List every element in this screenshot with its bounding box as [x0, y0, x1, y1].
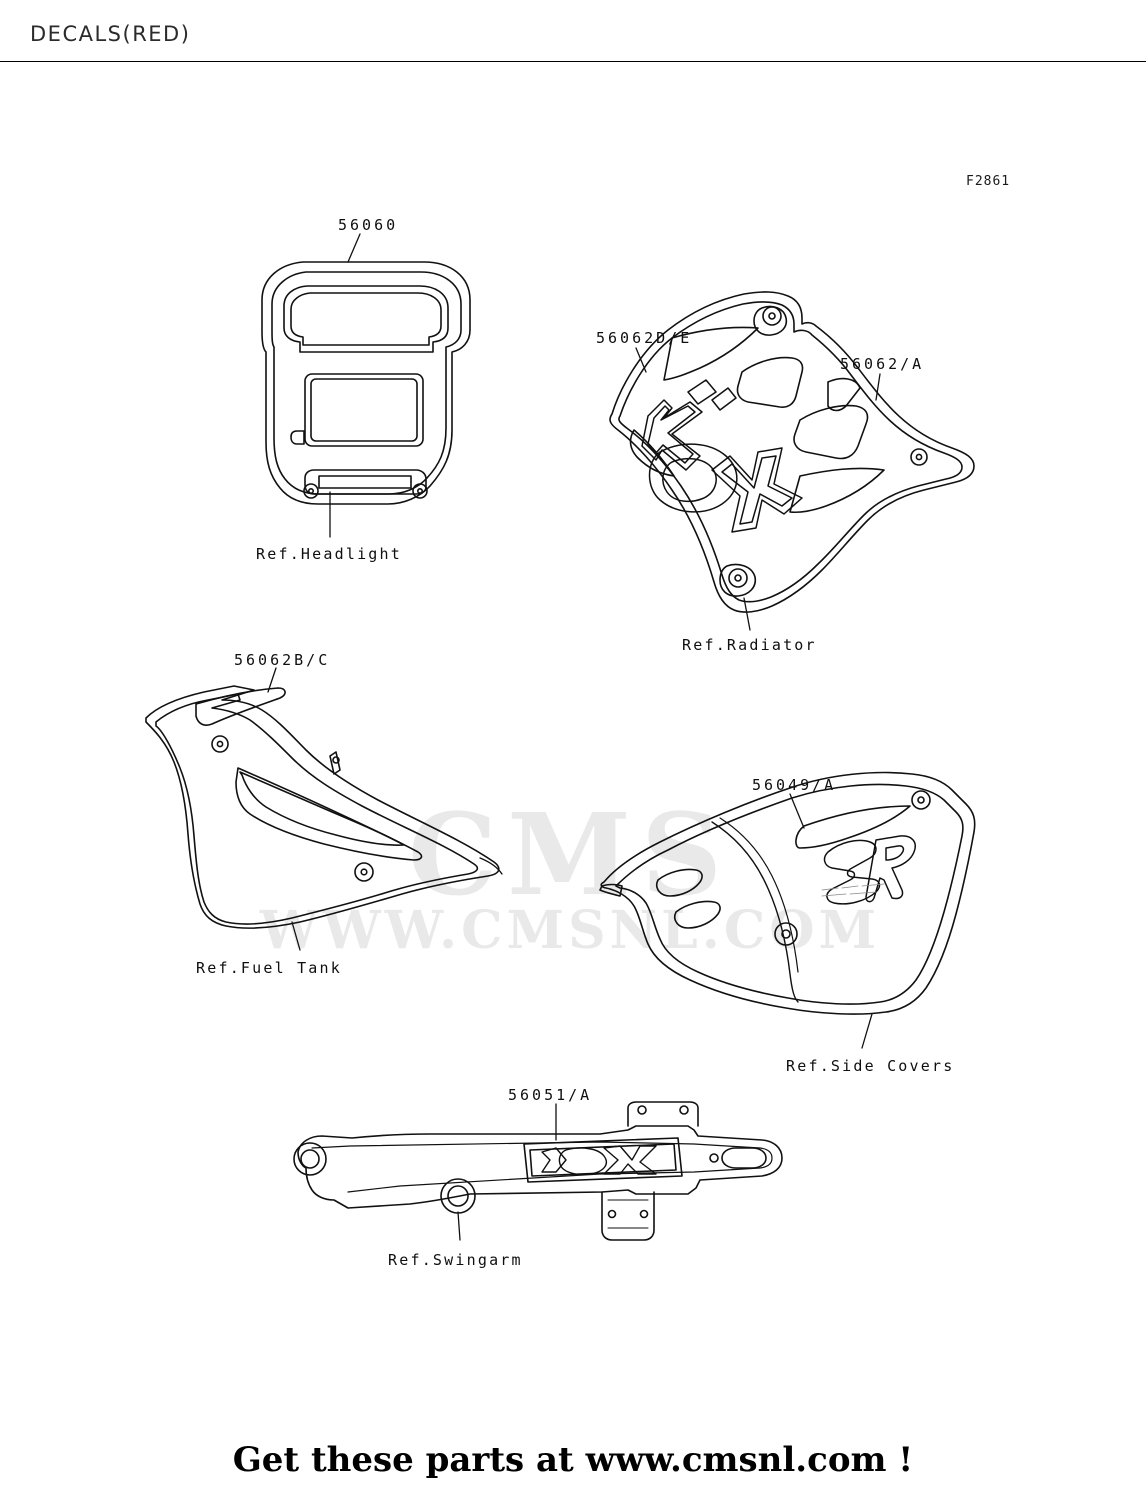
footer-cta[interactable]: Get these parts at www.cmsnl.com ! [232, 1440, 914, 1480]
watermark-brand: CMS [408, 790, 732, 921]
part-number-56062DE[interactable]: 56062D/E [596, 329, 693, 347]
part-number-56049A[interactable]: 56049/A [752, 776, 837, 794]
reference-side-covers[interactable]: Ref.Side Covers [786, 1057, 955, 1075]
reference-swingarm[interactable]: Ref.Swingarm [388, 1251, 523, 1269]
reference-radiator[interactable]: Ref.Radiator [682, 636, 817, 654]
reference-headlight[interactable]: Ref.Headlight [256, 545, 402, 563]
page-title: DECALS(RED) [30, 22, 191, 46]
part-number-56060[interactable]: 56060 [338, 216, 399, 234]
part-number-56062BC[interactable]: 56062B/C [234, 651, 331, 669]
reference-fuel-tank[interactable]: Ref.Fuel Tank [196, 959, 342, 977]
header-divider [0, 61, 1146, 62]
part-number-56051A[interactable]: 56051/A [508, 1086, 593, 1104]
watermark-url: WWW.CMSNL.COM [259, 900, 881, 961]
part-number-56062A[interactable]: 56062/A [840, 355, 925, 373]
figure-code: F2861 [966, 174, 1011, 189]
